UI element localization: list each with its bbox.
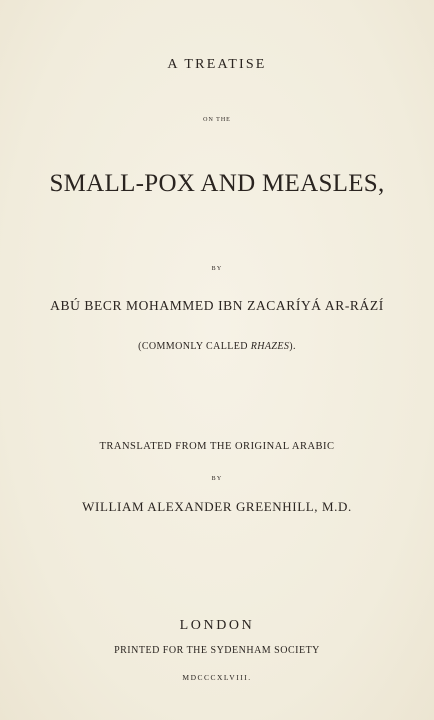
translator-name: WILLIAM ALEXANDER GREENHILL, M.D. [82, 499, 352, 514]
commonly-called-prefix: (COMMONLY CALLED [138, 341, 251, 352]
treatise-heading: A TREATISE [167, 57, 267, 72]
printer-line: PRINTED FOR THE SYDENHAM SOCIETY [114, 645, 320, 656]
commonly-called-suffix: ). [289, 341, 296, 352]
on-the-line: ON THE [203, 117, 231, 123]
by-line-translator: BY [211, 476, 223, 482]
commonly-called-line [0, 341, 434, 352]
author-name: ABÚ BECR MOHAMMED IBN ZACARÍYÁ AR-RÁZÍ [50, 298, 384, 313]
rhazes-name: RHAZES [250, 341, 290, 352]
main-title: SMALL-POX AND MEASLES, [49, 170, 385, 197]
translated-line: TRANSLATED FROM THE ORIGINAL ARABIC [99, 441, 335, 452]
place-of-publication: LONDON [179, 618, 255, 633]
by-line-author: BY [211, 266, 223, 272]
publication-date: MDCCCXLVIII. [182, 673, 252, 682]
